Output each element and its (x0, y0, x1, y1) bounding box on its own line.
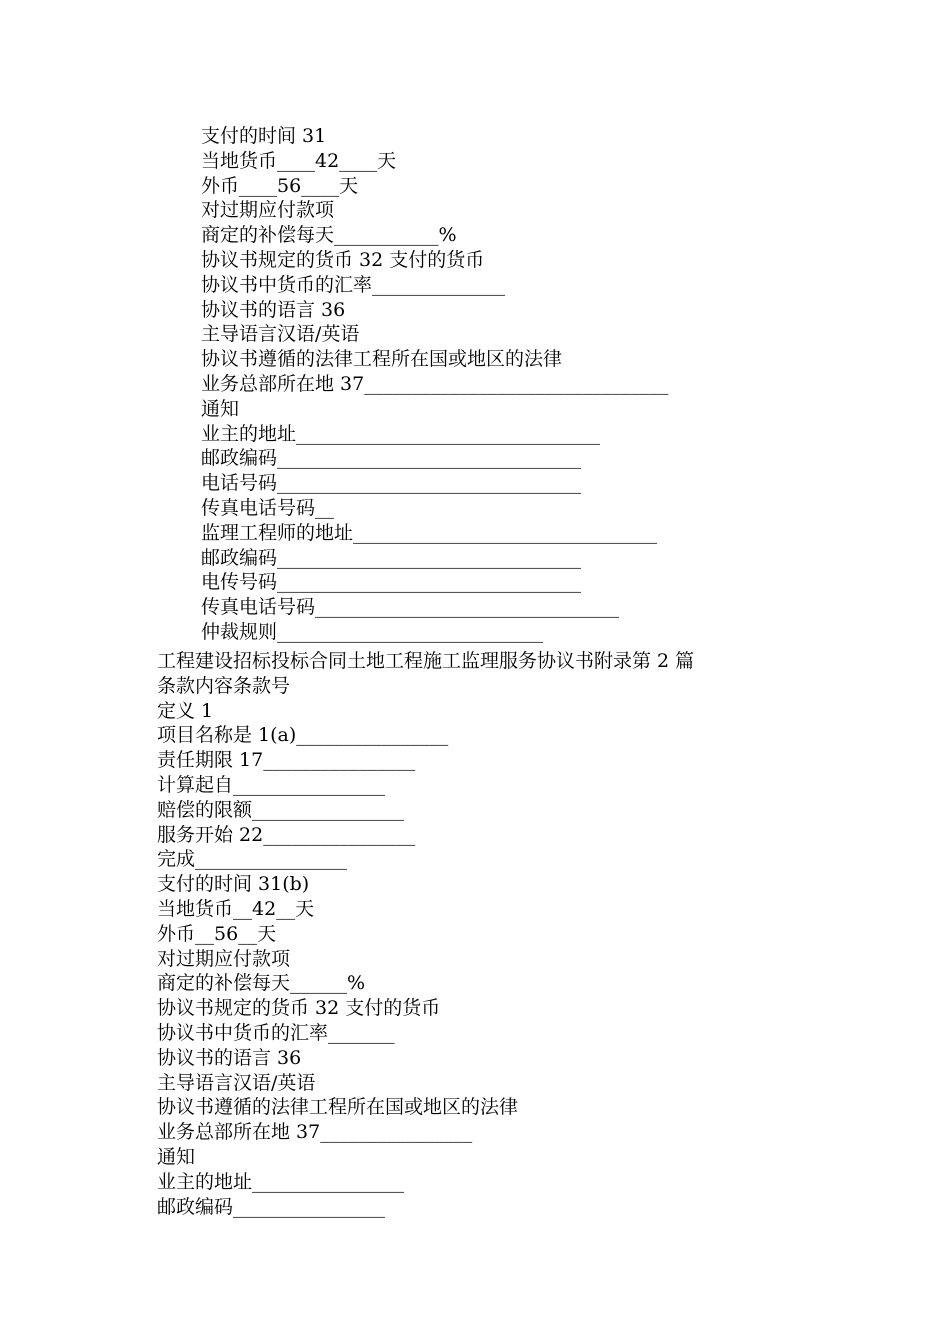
doc-line: 对过期应付款项 (201, 199, 335, 222)
doc-line: 协议书的语言 36 (157, 1046, 302, 1069)
doc-line: 通知 (157, 1145, 196, 1168)
doc-line: 当地货币__42__天 (157, 897, 315, 920)
doc-line: 仲裁规则____________________________ (201, 620, 544, 643)
doc-line: 邮政编码________________ (157, 1195, 386, 1218)
doc-line: 服务开始 22________________ (157, 823, 416, 846)
doc-line: 责任期限 17________________ (157, 749, 416, 772)
doc-line: 商定的补偿每天___________% (201, 224, 457, 247)
doc-line: 传真电话号码__ (201, 496, 335, 519)
doc-line: 支付的时间 31 (201, 125, 327, 147)
indented-section (0, 124, 950, 645)
doc-line: 电传号码________________________________ (201, 571, 582, 594)
doc-line: 监理工程师的地址________________________________ (201, 521, 658, 544)
doc-line: 项目名称是 1(a)________________ (157, 724, 449, 747)
plain-section (0, 649, 950, 1219)
doc-line: 邮政编码________________________________ (201, 546, 582, 569)
doc-line: 当地货币____42____天 (201, 149, 397, 172)
doc-line: 支付的时间 31(b) (157, 873, 310, 896)
doc-line: 协议书的语言 36 (201, 298, 346, 321)
doc-line: 协议书规定的货币 32 支付的货币 (201, 248, 485, 271)
doc-line: 赔偿的限额________________ (157, 798, 405, 821)
doc-line: 协议书中货币的汇率_______ (157, 1021, 395, 1044)
doc-line: 完成________________ (157, 848, 348, 871)
doc-line: 通知 (201, 397, 240, 420)
doc-line: 业主的地址________________ (157, 1170, 405, 1193)
doc-line: 商定的补偿每天______% (157, 972, 366, 995)
doc-line: 条款内容条款号 (157, 674, 291, 697)
doc-line: 对过期应付款项 (157, 947, 291, 970)
doc-line: 传真电话号码________________________________ (201, 596, 620, 619)
doc-line: 计算起自________________ (157, 773, 386, 796)
doc-line: 主导语言汉语/英语 (201, 323, 360, 346)
doc-line: 协议书遵循的法律工程所在国或地区的法律 (157, 1096, 519, 1119)
doc-line: 协议书遵循的法律工程所在国或地区的法律 (201, 348, 563, 371)
doc-line: 协议书中货币的汇率______________ (201, 273, 506, 296)
doc-line: 主导语言汉语/英语 (157, 1071, 316, 1094)
doc-line: 邮政编码________________________________ (201, 447, 582, 470)
doc-line: 外币__56__天 (157, 922, 277, 945)
doc-line: 电话号码________________________________ (201, 472, 582, 495)
doc-line: 定义 1 (157, 699, 214, 722)
doc-line: 业主的地址________________________________ (201, 422, 601, 445)
section-title: 工程建设招标投标合同土地工程施工监理服务协议书附录第 2 篇 (157, 650, 695, 672)
doc-line: 外币____56____天 (201, 174, 359, 197)
doc-line: 业务总部所在地 37________________ (157, 1121, 473, 1144)
doc-line: 协议书规定的货币 32 支付的货币 (157, 997, 441, 1020)
doc-line: 业务总部所在地 37________________________________ (201, 372, 669, 395)
